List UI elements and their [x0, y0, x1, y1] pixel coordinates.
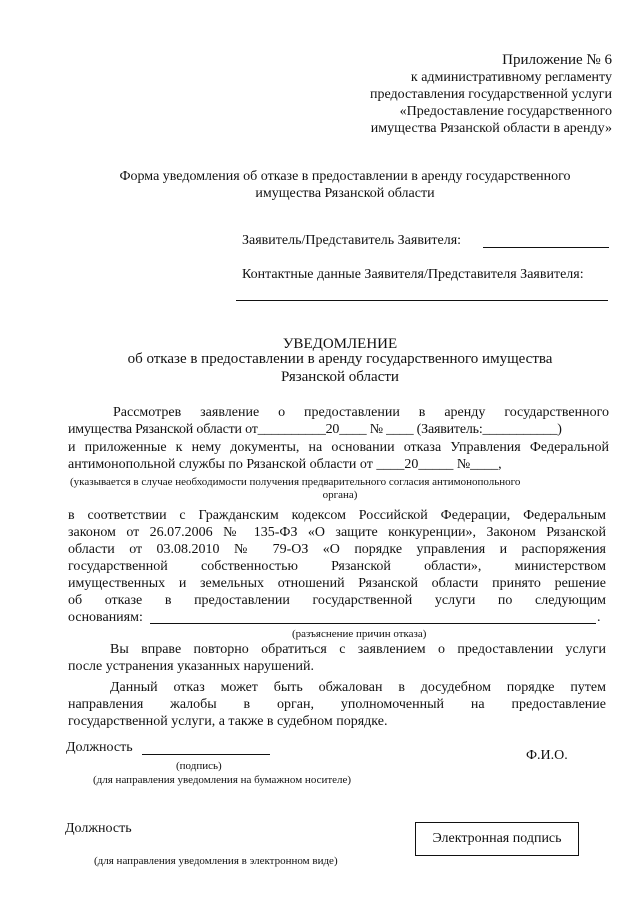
- body-p2-line-6: об отказе в предоставлении государственной услуги по следующим: [68, 593, 606, 608]
- body-p2-line-7: основаниям:: [68, 610, 143, 625]
- appendix-line-4: «Предоставление государственного: [399, 104, 612, 119]
- body-p2-line-3: области от 03.08.2010 № 79-ОЗ «О порядке управления и распоряжения: [68, 542, 606, 557]
- body-p1-line-2: имущества Рязанской области от__________20____ № ____ (Заявитель:___________): [68, 422, 562, 437]
- body-p2-line-4: государственной собственностью Рязанской области», министерством: [68, 559, 606, 574]
- form-title-line-2: имущества Рязанской области: [255, 186, 435, 201]
- body-p3-line-2: после устранения указанных нарушений.: [68, 659, 315, 674]
- body-p4-line-3: государственной услуги, а также в судебном порядке.: [68, 714, 388, 729]
- note-antimonopoly-line-2: органа): [322, 489, 358, 501]
- appendix-line-2: к административному регламенту: [410, 70, 612, 85]
- signature-note: (подпись): [176, 760, 222, 772]
- form-title: [100, 168, 590, 202]
- reason-line-dot: .: [597, 610, 601, 625]
- position-label-paper: Должность: [66, 740, 133, 755]
- body-p4-line-1: Данный отказ может быть обжалован в досудебном порядке путем: [110, 680, 606, 695]
- appendix-header: [370, 52, 612, 137]
- appendix-line-1: Приложение № 6: [502, 52, 612, 68]
- notice-subtitle-1: об отказе в предоставлении в аренду государственного имущества: [127, 351, 553, 367]
- body-p2-line-1: в соответствии с Гражданским кодексом Российской Федерации, Федеральным: [68, 508, 606, 523]
- body-p3-line-1: Вы вправе повторно обратиться с заявлением о предоставлении услуги: [110, 642, 606, 657]
- body-p1-line-3: и приложенные к нему документы, на основании отказа Управления Федеральной: [68, 440, 609, 455]
- body-p2-line-2: законом от 26.07.2006 № 135-ФЗ «О защите конкуренции», Законом Рязанской: [68, 525, 606, 540]
- appendix-line-5: имущества Рязанской области в аренду»: [370, 121, 612, 136]
- position-label-electronic: Должность: [65, 821, 132, 836]
- body-p1-line-4: антимонопольной службы по Рязанской области от ____20_____ №____,: [68, 457, 502, 472]
- form-title-line-1: Форма уведомления об отказе в предоставлении в аренду государственного: [119, 169, 571, 184]
- paper-delivery-note: (для направления уведомления на бумажном носителе): [93, 774, 352, 786]
- signature-line-paper: [142, 754, 270, 755]
- note-reason: (разъяснение причин отказа): [292, 628, 427, 640]
- electronic-delivery-note: (для направления уведомления в электронном виде): [94, 855, 338, 867]
- applicant-line: [483, 247, 609, 248]
- fio-label: Ф.И.О.: [526, 748, 568, 763]
- body-p1-line-1: Рассмотрев заявление о предоставлении в аренду государственного: [113, 405, 609, 420]
- electronic-signature-label: Электронная подпись: [432, 831, 562, 846]
- contacts-label: Контактные данные Заявителя/Представителя Заявителя:: [242, 267, 584, 282]
- body-p4-line-2: направления жалобы в орган, уполномоченный на предоставление: [68, 697, 606, 712]
- note-antimonopoly-line-1: (указывается в случае необходимости получения предварительного согласия антимонопольного: [70, 476, 521, 488]
- notice-heading: УВЕДОМЛЕНИЕ: [282, 336, 398, 352]
- contacts-line: [236, 300, 608, 301]
- body-p2-line-5: имущественных и земельных отношений Рязанской области принято решение: [68, 576, 606, 591]
- reason-line: [150, 623, 596, 624]
- notice-subtitle-2: Рязанской области: [281, 369, 399, 385]
- electronic-signature-box: [415, 822, 579, 856]
- applicant-label: Заявитель/Представитель Заявителя:: [242, 233, 462, 248]
- appendix-line-3: предоставления государственной услуги: [370, 87, 612, 102]
